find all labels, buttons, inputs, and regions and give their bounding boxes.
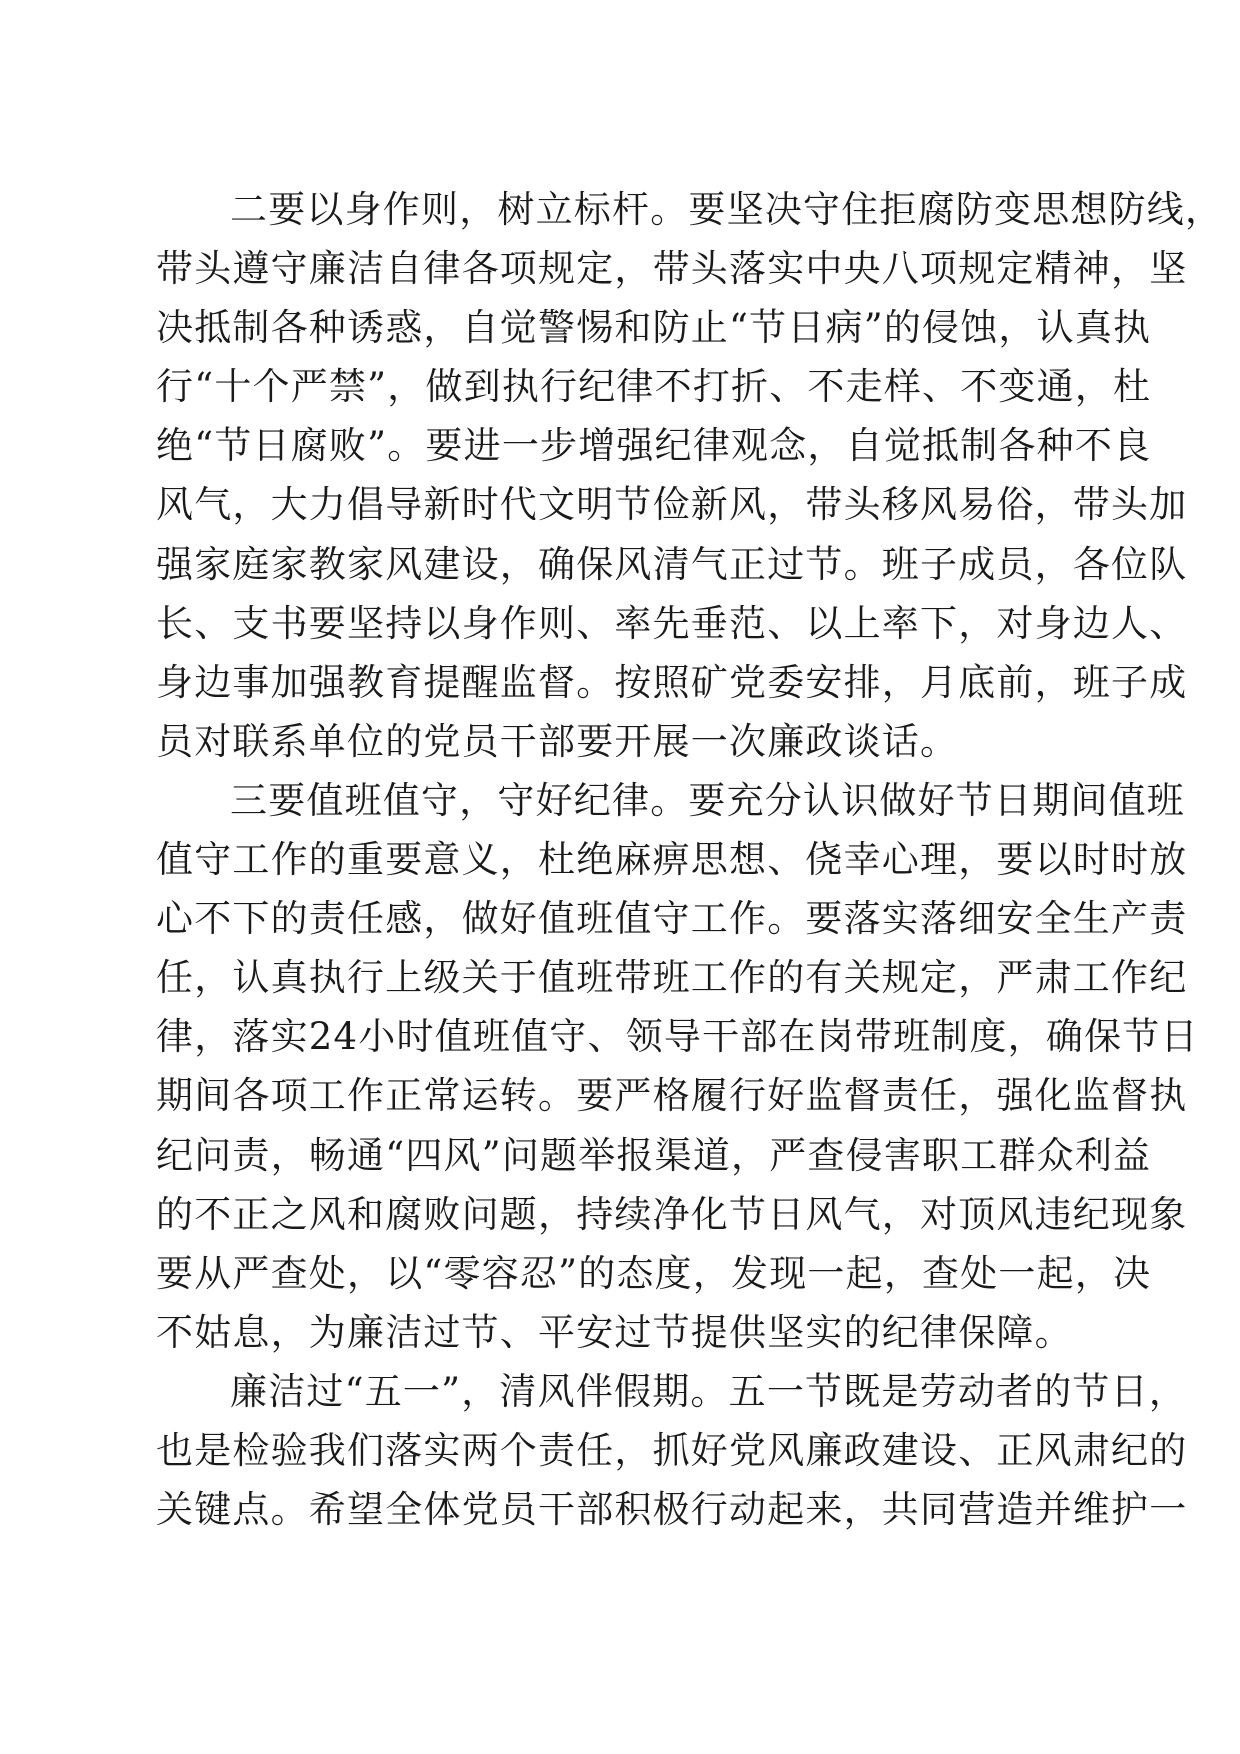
paragraph-line: 二要以身作则，树立标杆。要坚决守住拒腐防变思想防线， (230, 188, 1224, 231)
paragraph-3 (156, 771, 1199, 1362)
paragraph-line: 员对联系单位的党员干部要开展一次廉政谈话。 (156, 719, 959, 763)
paragraph-closing (156, 1362, 1188, 1539)
paragraph-line: 绝“节日腐败”。要进一步增强纪律观念，自觉抵制各种不良 (156, 424, 1152, 468)
paragraph-line: 不姑息，为廉洁过节、平安过节提供坚实的纪律保障。 (156, 1310, 1073, 1354)
paragraph-line: 要从严查处，以“零容忍”的态度，发现一起，查处一起，决 (156, 1251, 1152, 1295)
paragraph-line: 身边事加强教育提醒监督。按照矿党委安排，月底前，班子成 (156, 660, 1188, 704)
paragraph-line: 三要值班值守，守好纪律。要充分认识做好节日期间值班 (230, 778, 1185, 822)
paragraph-line: 也是检验我们落实两个责任，抓好党风廉政建设、正风肃纪的 (156, 1428, 1188, 1472)
paragraph-line: 律，落实24小时值班值守、领导干部在岗带班制度，确保节日 (156, 1015, 1199, 1059)
paragraph-line: 心不下的责任感，做好值班值守工作。要落实落细安全生产责 (156, 897, 1188, 941)
paragraph-line: 带头遵守廉洁自律各项规定，带头落实中央八项规定精神，坚 (156, 247, 1188, 291)
paragraph-line: 长、支书要坚持以身作则、率先垂范、以上率下，对身边人、 (156, 601, 1188, 645)
paragraph-line: 强家庭家教家风建设，确保风清气正过节。班子成员，各位队 (156, 542, 1188, 586)
paragraph-line: 期间各项工作正常运转。要严格履行好监督责任，强化监督执 (156, 1074, 1188, 1118)
paragraph-line: 关键点。希望全体党员干部积极行动起来，共同营造并维护一 (156, 1488, 1188, 1532)
paragraph-line: 的不正之风和腐败问题，持续净化节日风气，对顶风违纪现象 (156, 1192, 1188, 1236)
paragraph-line: 决抵制各种诱惑，自觉警惕和防止“节日病”的侵蚀，认真执 (156, 306, 1152, 350)
paragraph-line: 值守工作的重要意义，杜绝麻痹思想、侥幸心理，要以时时放 (156, 838, 1188, 882)
paragraph-line: 风气，大力倡导新时代文明节俭新风，带头移风易俗，带头加 (156, 483, 1188, 527)
paragraph-line: 行“十个严禁”，做到执行纪律不打折、不走样、不变通，杜 (156, 365, 1152, 409)
paragraph-line: 纪问责，畅通“四风”问题举报渠道，严查侵害职工群众利益 (156, 1133, 1152, 1177)
paragraph-line: 任，认真执行上级关于值班带班工作的有关规定，严肃工作纪 (156, 956, 1188, 1000)
document-body (156, 180, 1224, 1539)
paragraph-2 (156, 180, 1224, 771)
paragraph-line: 廉洁过“五一”，清风伴假期。五一节既是劳动者的节日， (230, 1369, 1188, 1413)
